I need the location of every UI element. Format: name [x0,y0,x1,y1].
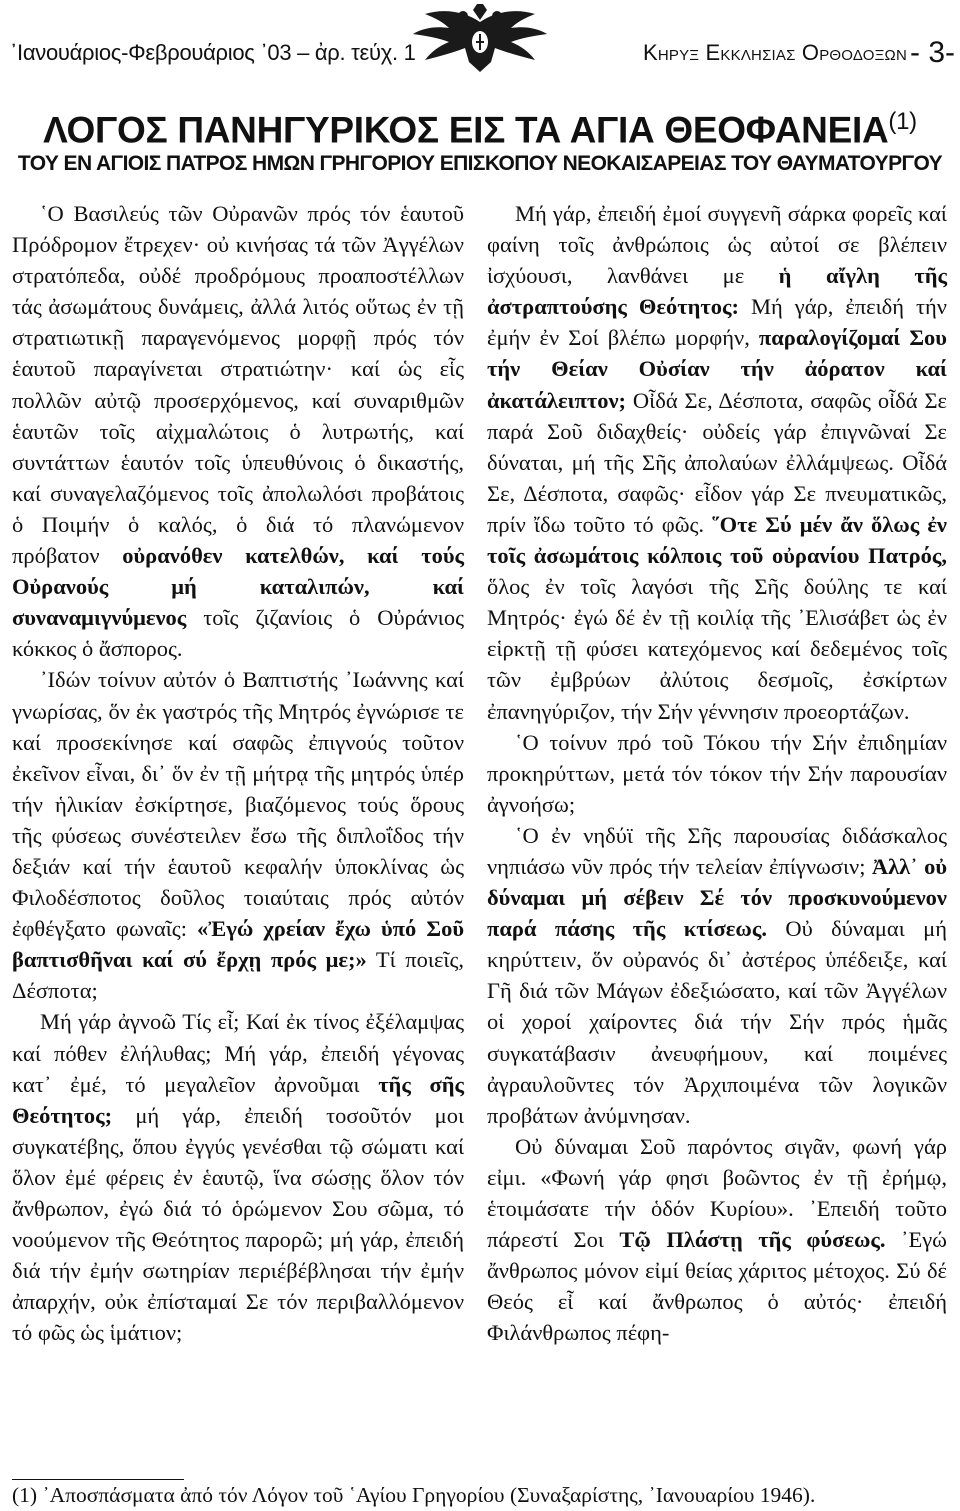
article-subtitle: ΤΟΥ ΕΝ ΑΓΙΟΙΣ ΠΑΤΡΟΣ ΗΜΩΝ ΓΡΗΓΟΡΙΟΥ ΕΠΙΣΚΟΠΟΥ ΝΕΟΚΑΙΣΑΡΕΙΑΣ ΤΟΥ ΘΑΥΜΑΤΟΥΡΓΟΥ [17,152,943,175]
page-number: - 3- [910,36,955,69]
text-run: Οὐ δύναμαι μή κηρύττειν, ὅν οὐρανός δι᾿ ἀστέρος ὑπέδειξε, καί Γῆ διά τῶν Μάγων ἐδεξιώσατο, καί τῶν Ἀγγέλων οἱ χοροί χαίροντες διά τήν Σήν πρός ἡμᾶς συγκατάβασιν ἀνευφήμουν, καί ποιμένες ἀγραυλοῦντες τόν Ἀρχιποιμένα τῶν λογικῶν προβάτων ἀνύμνησαν. [487,916,947,1128]
double-headed-eagle-emblem [405,2,555,74]
text-run: ῾Ο Βασιλεύς τῶν Οὐρανῶν πρός τόν ἑαυτοῦ Πρόδρομον ἔτρεχεν· οὐ κινήσας τά τῶν Ἀγγέλων στρατόπεδα, οὐδέ προδρόμους προαποστέλλων τάς ἀσωμάτους δυνάμεις, ἀλλά λιτός οὕτως ἐν τῇ στρατιωτικῇ παραγενόμενος μορφῇ πρός τόν ἑαυτοῦ παραγίνεται στρατιώτην· καί ὡς εἷς πολλῶν αὐτῷ προσερχόμενος, καί συναριθμῶν ἑαυτῶν τοῖς αἰχμαλώτοις ὁ λυτρωτής, καί συντάττων ἑαυτόν τοῖς ὑπευθύνοις ὁ δικαστής, καί συναγελαζόμενος τοῖς ἀπολωλόσι προβάτοις ὁ Ποιμήν ὁ καλός, ὁ διά τό πλανώμενον πρόβατον [12,201,464,569]
paragraph [487,820,947,1131]
footnote-divider [12,1479,184,1480]
right-column [487,198,947,1348]
text-run: τοῖς ζιζανίοις ὁ Οὐράνιος κόκκος ὁ ἄσπορος. [12,605,464,662]
newspaper-name: Κηρυξ Εκκλησιας Ορθοδοξων [642,40,907,65]
bold-text: Τῷ Πλάστῃ τῆς φύσεως. [619,1227,886,1253]
bold-text: ἡ αἴγλη τῆς ἀστραπτούσης Θεότητος: [487,263,947,320]
bold-text: οὐρανόθεν κατελθών, καί τούς Οὐρανούς μή καταλιπών, καί συναναμιγνύμενος [12,543,464,631]
bold-text: Ἀλλ᾿ οὐ δύναμαι μή σέβειν Σέ τόν προσκυνούμενον παρά πάσης τῆς κτίσεως. [487,853,947,942]
bold-text: τῆς σῆς Θεότητος; [12,1071,464,1128]
issue-date: ᾿Ιανουάριος-Φεβρουάριος ᾿03 – ἀρ. τεύχ. 1 [10,40,416,65]
paragraph [12,664,464,1006]
text-run: ῾Ο τοίνυν πρό τοῦ Τόκου τήν Σήν ἐπιδημίαν προκηρύττων, μετά τόν τόκον τήν Σήν παρουσίαν ἀγνοήσω; [487,729,947,817]
paragraph [12,198,464,664]
footnote: (1) ᾿Αποσπάσματα ἀπό τόν Λόγον τοῦ ῾Αγίου Γρηγορίου (Συναξαρίστης, ᾿Ιανουαρίου 1946). [12,1483,816,1507]
text-run: ὅλος ἐν τοῖς λαγόσι τῆς Σῆς δούλης τε καί Μητρός· ἐγώ δέ ἐν τῇ κοιλίᾳ τῆς ᾿Ελισάβετ ὡς ἐν εἱρκτῇ τῇ φύσει κατεχόμενος καί δεδεμένος τοῖς τῶν ἐμβρύων ἀλύτοις δεσμοῖς, ἐσκίρτων ἐπανηγύριζον, τήν Σήν γέννησιν προεορτάζων. [487,574,947,724]
text-run: Μή γάρ, ἐπειδή τήν ἐμήν ἐν Σοί βλέπω μορφήν, [487,294,947,351]
article-title [0,108,960,151]
text-run: ῾Ο ἐν νηδύϊ τῆς Σῆς παρουσίας διδάσκαλος νηπιάσω νῦν πρός τήν τελείαν ἐπίγνωσιν; [487,822,947,879]
title-footnote-ref: (1) [888,108,917,135]
text-run: Οἶδά Σε, Δέσποτα, σαφῶς οἶδά Σε παρά Σοῦ διδαχθείς· οὐδείς γάρ ἐπιγνῶναί Σε δύναται, μή τῆς Σῆς ἀπολαύων ἐλλάμψεως. Οἶδά Σε, Δέσποτα, σαφῶς· εἶδον γάρ Σε πνευματικῶς, πρίν ἴδω τοῦτο τό φῶς. [487,387,947,537]
text-run: μή γάρ, ἐπειδή τοσοῦτόν μοι συγκατέβης, ὅπου ἐγγύς γενέσθαι τῷ σώματι καί ὅλον ἐμέ φέρεις ἐν ἑαυτῷ, ἵνα σώσῃς ὅλον τόν ἄνθρωπον, ἐγώ διά τό ὁρώμενον Σου σῶμα, τό νοούμενον τῆς Θεότητος παρορῶ; μή γάρ, ἐπειδή διά τήν ἐμήν σωτηρίαν περιέβέβλησαι τήν ἐμήν ἀπαρχήν, οὐκ ἐπίσταμαί Σε τόν περιβαλλόμενον τό φῶς ὡς ἱμάτιον; [12,1102,464,1346]
text-run: Μή γάρ ἀγνοῶ Τίς εἶ; Καί ἐκ τίνος ἐξέλαμψας καί πόθεν ἐλήλυθας; Μή γάρ, ἐπειδή γέγονας κατ᾿ ἐμέ, τό μεγαλεῖον ἀρνοῦμαι [12,1009,464,1097]
page-header [10,30,955,74]
paragraph [487,198,947,727]
text-run: ᾿Εγώ ἄνθρωπος μόνον εἰμί θείας χάριτος μέτοχος. Σύ δέ Θεός εἶ καί ἄνθρωπος ὁ αὐτός· ἐπειδή Φιλάνθρωπος πέφη- [487,1227,947,1346]
left-column [12,198,464,1348]
text-run: Οὐ δύναμαι Σοῦ παρόντος σιγᾶν, φωνή γάρ εἰμι. «Φωνή γάρ φησι βοῶντος ἐν τῇ ἐρήμῳ, ἑτοιμάσατε τήν ὁδόν Κυρίου». ᾿Επειδή τοῦτο πάρεστί Σοι [487,1133,947,1253]
text-run: ᾿Ιδών τοίνυν αὐτόν ὁ Βαπτιστής ᾿Ιωάννης καί γνωρίσας, ὅν ἐκ γαστρός τῆς Μητρός ἐγνώρισε τε καί προσεκίνησε καί σαφῶς ἐπιγνούς τοῦτον ἐκεῖνον εἶναι, δι᾿ ὅν ἐν τῇ μήτρᾳ τῆς μητρός ὑπέρ τήν ἡλικίαν ἐσκίρτησε, βιαζόμενος τούς ὅρους τῆς φύσεως συνέστειλεν ἔσω τῆς διπλοΐδος τήν δεξιάν καί τήν ἑαυτοῦ κεφαλήν ὑποκλίνας ὡς Φιλοδέσποτος δοῦλος τοιαύταις πρός αὐτόν ἐφθέγξατο φωναῖς: [12,667,464,942]
paragraph [487,727,947,820]
paragraph [12,1006,464,1348]
bold-text: παραλογίζομαί Σου τήν Θείαν Οὐσίαν τήν ἀόρατον καί ἀκατάλειπτον; [487,325,947,413]
bold-text: «Ἐγώ χρείαν ἔχω ὑπό Σοῦ βαπτισθῆναι καί σύ ἔρχῃ πρός με;» [12,916,464,973]
paragraph [487,1131,947,1349]
bold-text: ῞Οτε Σύ μέν ἄν ὅλως ἐν τοῖς ἀσωμάτοις κόλποις τοῦ οὐρανίου Πατρός, [487,511,947,569]
text-run: Τί ποιεῖς, Δέσποτα; [12,947,464,1004]
text-run: Μή γάρ, ἐπειδή ἐμοί συγγενῆ σάρκα φορεῖς καί φαίνη τοῖς ἀνθρώποις ὡς αὐτοί σε βλέπειν ἰσχύουσι, λανθάνει με [487,201,947,289]
title-text: ΛΟΓΟΣ ΠΑΝΗΓΥΡΙΚΟΣ ΕΙΣ ΤΑ ΑΓΙΑ ΘΕΟΦΑΝΕΙΑ [43,109,889,151]
